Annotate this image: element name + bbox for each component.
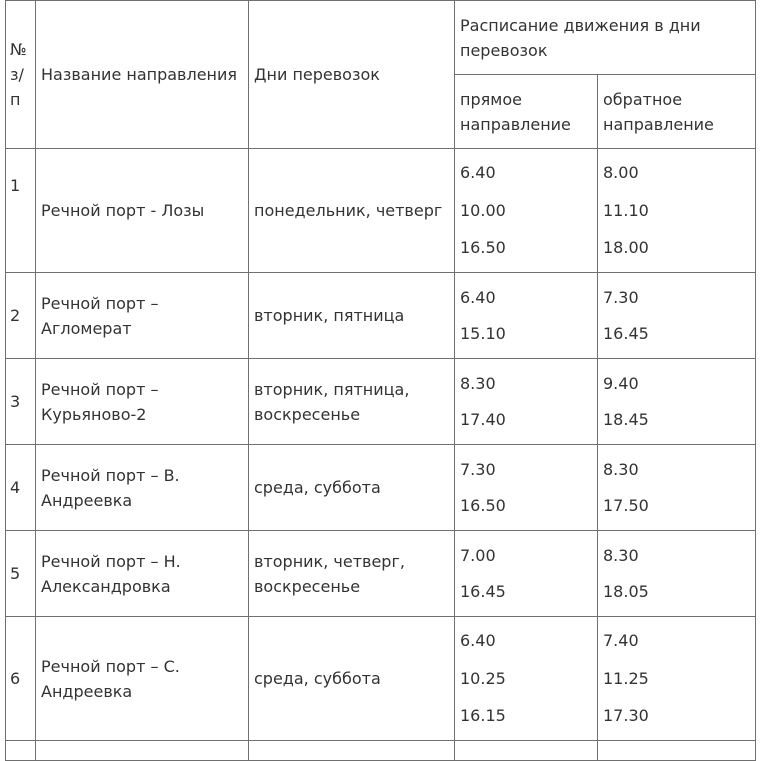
route-name: Речной порт – С. Андреевка — [36, 617, 249, 741]
row-num: 5 — [6, 531, 36, 617]
time-cell: 8.30 — [603, 459, 639, 479]
time-cell: 17.50 — [603, 495, 649, 515]
row-num: 6 — [6, 617, 36, 741]
time-cell: 7.30 — [603, 287, 639, 307]
row-num: 4 — [6, 445, 36, 531]
header-num: № з/п — [6, 1, 36, 149]
time-cell: 7.00 — [460, 545, 496, 565]
time-cell: 7.40 — [603, 631, 639, 651]
time-cell: 18.00 — [603, 238, 649, 258]
schedule-table — [5, 0, 756, 761]
backward-times — [598, 359, 756, 445]
table-row — [6, 149, 756, 273]
row-num: 2 — [6, 273, 36, 359]
forward-times — [455, 273, 598, 359]
backward-times — [598, 531, 756, 617]
route-name: Речной порт – Н. Александровка — [36, 531, 249, 617]
header-days: Дни перевозок — [249, 1, 455, 149]
route-days-empty — [249, 741, 455, 761]
route-days: среда, суббота — [249, 617, 455, 741]
time-cell: 6.40 — [460, 287, 496, 307]
backward-times-empty — [598, 741, 756, 761]
row-num-empty — [6, 741, 36, 761]
time-cell: 8.00 — [603, 163, 639, 183]
route-days: понедельник, четверг — [249, 149, 455, 273]
time-cell: 11.25 — [603, 668, 649, 688]
time-cell: 16.50 — [460, 495, 506, 515]
forward-times — [455, 617, 598, 741]
header-name: Название направления — [36, 1, 249, 149]
time-cell: 6.40 — [460, 631, 496, 651]
header-schedule: Расписание движения в дни перевозок — [455, 1, 756, 75]
time-cell: 16.45 — [603, 323, 649, 343]
route-name: Речной порт – Курьяново-2 — [36, 359, 249, 445]
table-row-partial — [6, 741, 756, 761]
forward-times-empty — [455, 741, 598, 761]
time-cell: 16.15 — [460, 706, 506, 726]
table-row — [6, 359, 756, 445]
time-cell: 18.45 — [603, 409, 649, 429]
route-days: среда, суббота — [249, 445, 455, 531]
route-name: Речной порт - Лозы — [36, 149, 249, 273]
time-cell: 16.45 — [460, 581, 506, 601]
forward-times — [455, 445, 598, 531]
time-cell: 16.50 — [460, 238, 506, 258]
backward-times — [598, 273, 756, 359]
time-cell: 7.30 — [460, 459, 496, 479]
time-cell: 9.40 — [603, 373, 639, 393]
route-name: Речной порт – В. Андреевка — [36, 445, 249, 531]
time-cell: 17.40 — [460, 409, 506, 429]
time-cell: 10.00 — [460, 200, 506, 220]
time-cell: 10.25 — [460, 668, 506, 688]
table-row — [6, 531, 756, 617]
table-row — [6, 273, 756, 359]
time-cell: 15.10 — [460, 323, 506, 343]
backward-times — [598, 617, 756, 741]
forward-times — [455, 531, 598, 617]
route-days: вторник, пятница, воскресенье — [249, 359, 455, 445]
header-forward: прямое направление — [455, 75, 598, 149]
time-cell: 17.30 — [603, 706, 649, 726]
row-num: 1 — [6, 149, 36, 273]
route-days: вторник, четверг, воскресенье — [249, 531, 455, 617]
time-cell: 8.30 — [460, 373, 496, 393]
table-row — [6, 445, 756, 531]
time-cell: 11.10 — [603, 200, 649, 220]
row-num: 3 — [6, 359, 36, 445]
header-row — [6, 1, 756, 75]
time-cell: 18.05 — [603, 581, 649, 601]
backward-times — [598, 149, 756, 273]
time-cell: 6.40 — [460, 163, 496, 183]
route-name: Речной порт – Агломерат — [36, 273, 249, 359]
table-row — [6, 617, 756, 741]
backward-times — [598, 445, 756, 531]
time-cell: 8.30 — [603, 545, 639, 565]
forward-times — [455, 359, 598, 445]
route-name-empty — [36, 741, 249, 761]
forward-times — [455, 149, 598, 273]
header-backward: обратное направление — [598, 75, 756, 149]
route-days: вторник, пятница — [249, 273, 455, 359]
